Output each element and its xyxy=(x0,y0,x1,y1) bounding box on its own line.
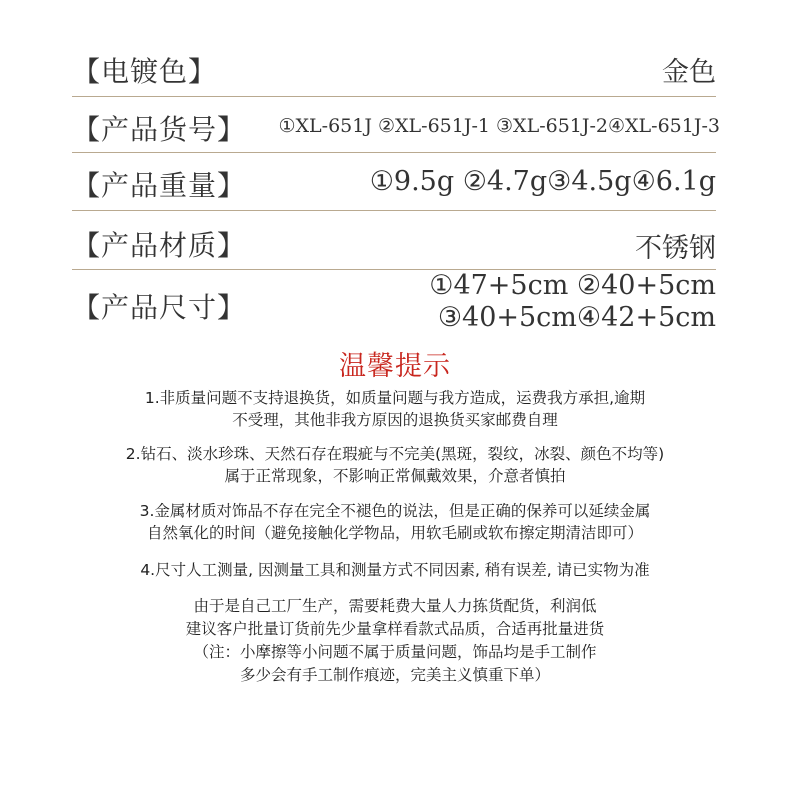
tip-line: 1.非质量问题不支持退换货，如质量问题与我方造成，运费我方承担,逾期 xyxy=(144,389,646,407)
spec-row-product-code xyxy=(72,106,720,146)
tip-line: 不受理，其他非我方原因的退换货买家邮费自理 xyxy=(232,411,558,429)
spec-value: ①XL-651J ②XL-651J-1 ③XL-651J-2④XL-651J-3 xyxy=(278,115,720,137)
spec-value: 金色 xyxy=(662,57,716,88)
tip-line: 多少会有手工制作痕迹，完美主义慎重下单） xyxy=(239,666,550,684)
spec-label: 【产品尺寸】 xyxy=(72,291,247,324)
tip-line: 由于是自己工厂生产，需要耗费大量人力拣货配货，利润低 xyxy=(193,597,597,615)
spec-row-plating-color xyxy=(72,48,716,88)
spec-value: ③40+5cm④42+5cm xyxy=(437,302,716,333)
divider xyxy=(72,96,716,97)
spec-label: 【产品货号】 xyxy=(72,113,247,146)
tip-line: 自然氧化的时间（避免接触化学物品，用软毛刷或软布擦定期清洁即可） xyxy=(146,524,643,542)
spec-row-size xyxy=(72,270,716,336)
tip-line: （注：小摩擦等小问题不属于质量问题，饰品均是手工制作 xyxy=(193,643,597,661)
spec-value: 不锈钢 xyxy=(635,233,716,264)
spec-value: ①9.5g ②4.7g③4.5g④6.1g xyxy=(369,166,716,197)
tip-paragraph-5 xyxy=(0,595,790,687)
tip-paragraph-4 xyxy=(0,559,790,581)
spec-value: ①47+5cm ②40+5cm xyxy=(429,270,716,301)
spec-row-material xyxy=(72,222,716,262)
tip-line: 4.尺寸人工测量, 因测量工具和测量方式不同因素, 稍有误差, 请已实物为准 xyxy=(140,561,650,579)
tip-paragraph-2 xyxy=(0,443,790,487)
tip-line: 3.金属材质对饰品不存在完全不褪色的说法，但是正确的保养可以延续金属 xyxy=(139,502,651,520)
tip-paragraph-3 xyxy=(0,500,790,544)
tip-line: 2.钻石、淡水珍珠、天然石存在瑕疵与不完美(黑斑，裂纹，冰裂、颜色不均等) xyxy=(125,445,665,463)
tips-title: 温馨提示 xyxy=(339,351,451,382)
tip-paragraph-1 xyxy=(0,387,790,431)
spec-label: 【电镀色】 xyxy=(72,55,218,88)
spec-label: 【产品材质】 xyxy=(72,229,247,262)
spec-row-product-weight xyxy=(72,162,716,202)
divider xyxy=(72,152,716,153)
tip-line: 建议客户批量订货前先少量拿样看款式品质，合适再批量进货 xyxy=(185,620,605,638)
tip-line: 属于正常现象，不影响正常佩戴效果，介意者慎拍 xyxy=(224,467,566,485)
divider xyxy=(72,210,716,211)
spec-label: 【产品重量】 xyxy=(72,169,247,202)
